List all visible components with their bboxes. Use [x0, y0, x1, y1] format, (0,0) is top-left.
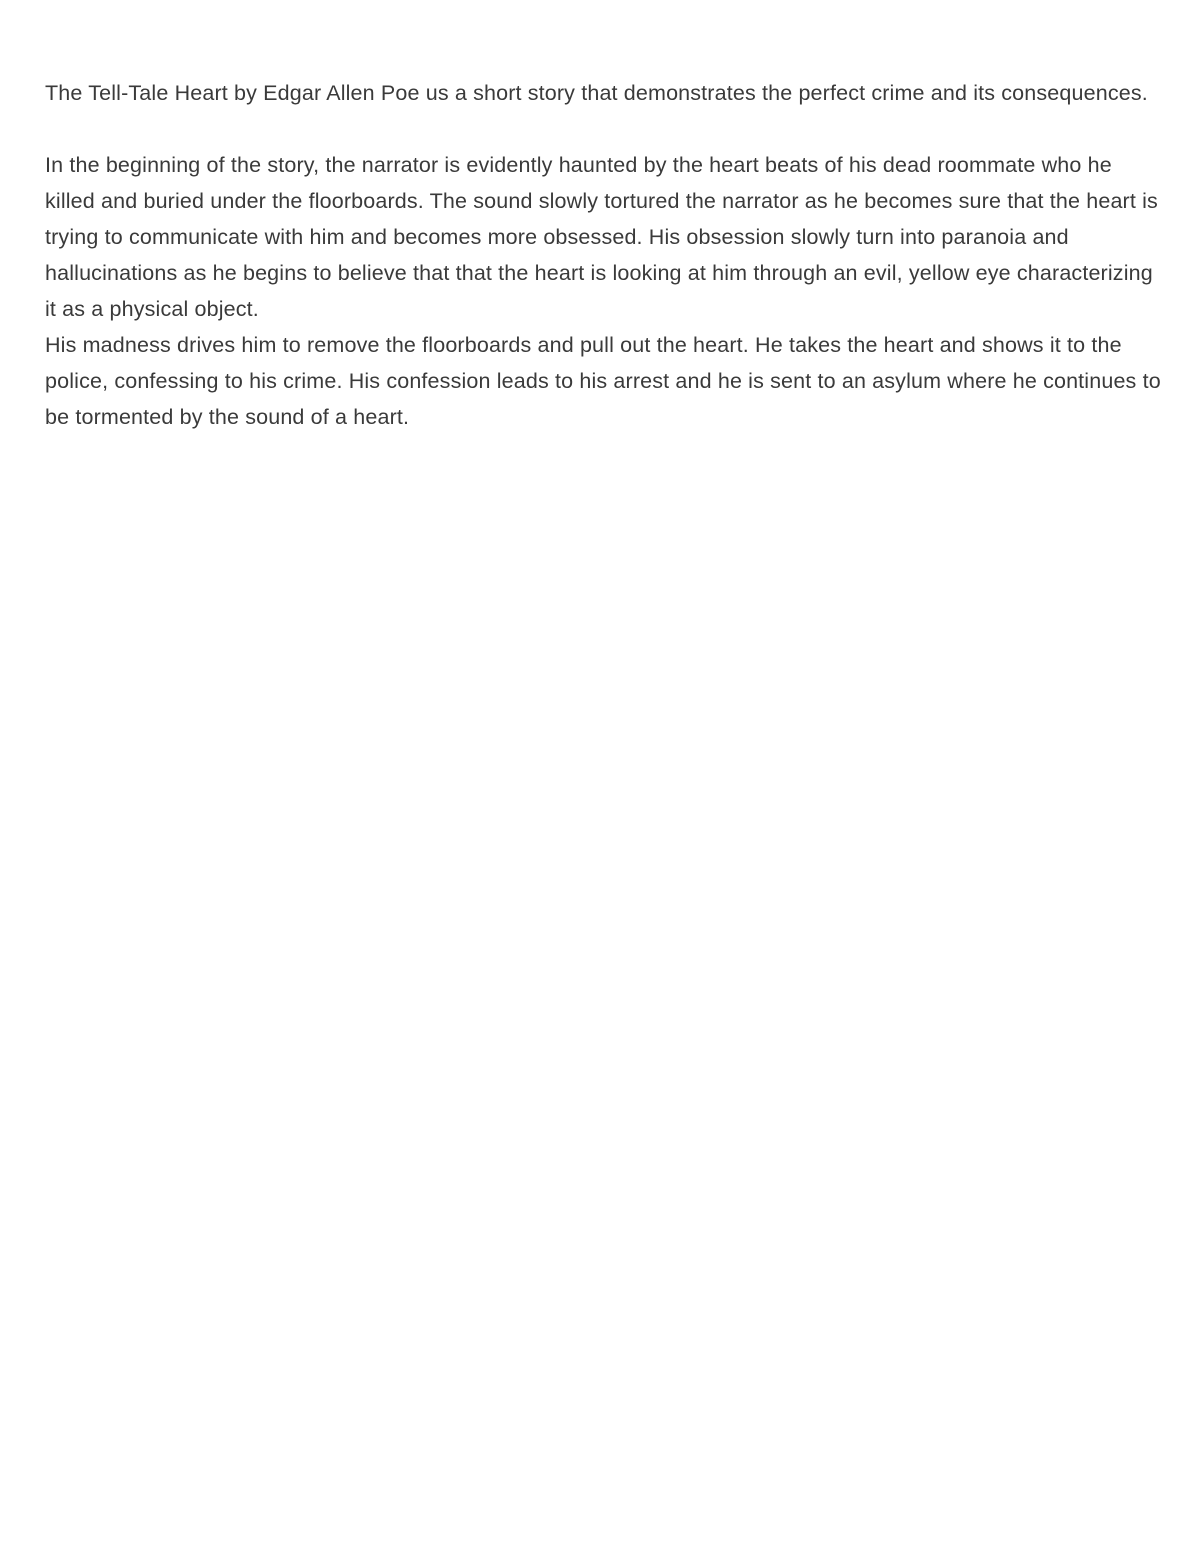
intro-paragraph: The Tell-Tale Heart by Edgar Allen Poe us a short story that demonstrates the perfect crime and its consequences.: [45, 81, 1148, 105]
document-body: [45, 75, 1165, 435]
body-paragraph: His madness drives him to remove the floorboards and pull out the heart. He takes the heart and shows it to the police, confessing to his crime. His confession leads to his arrest and he is sent to an asylum where he continues to be tormented by the sound of a heart.: [45, 333, 1161, 429]
body-paragraph: In the beginning of the story, the narrator is evidently haunted by the heart beats of his dead roommate who he killed and buried under the floorboards. The sound slowly tortured the narrator as he becomes sure that the heart is trying to communicate with him and becomes more obsessed. His obsession slowly turn into paranoia and hallucinations as he begins to believe that that the heart is looking at him through an evil, yellow eye characterizing it as a physical object.: [45, 153, 1158, 321]
